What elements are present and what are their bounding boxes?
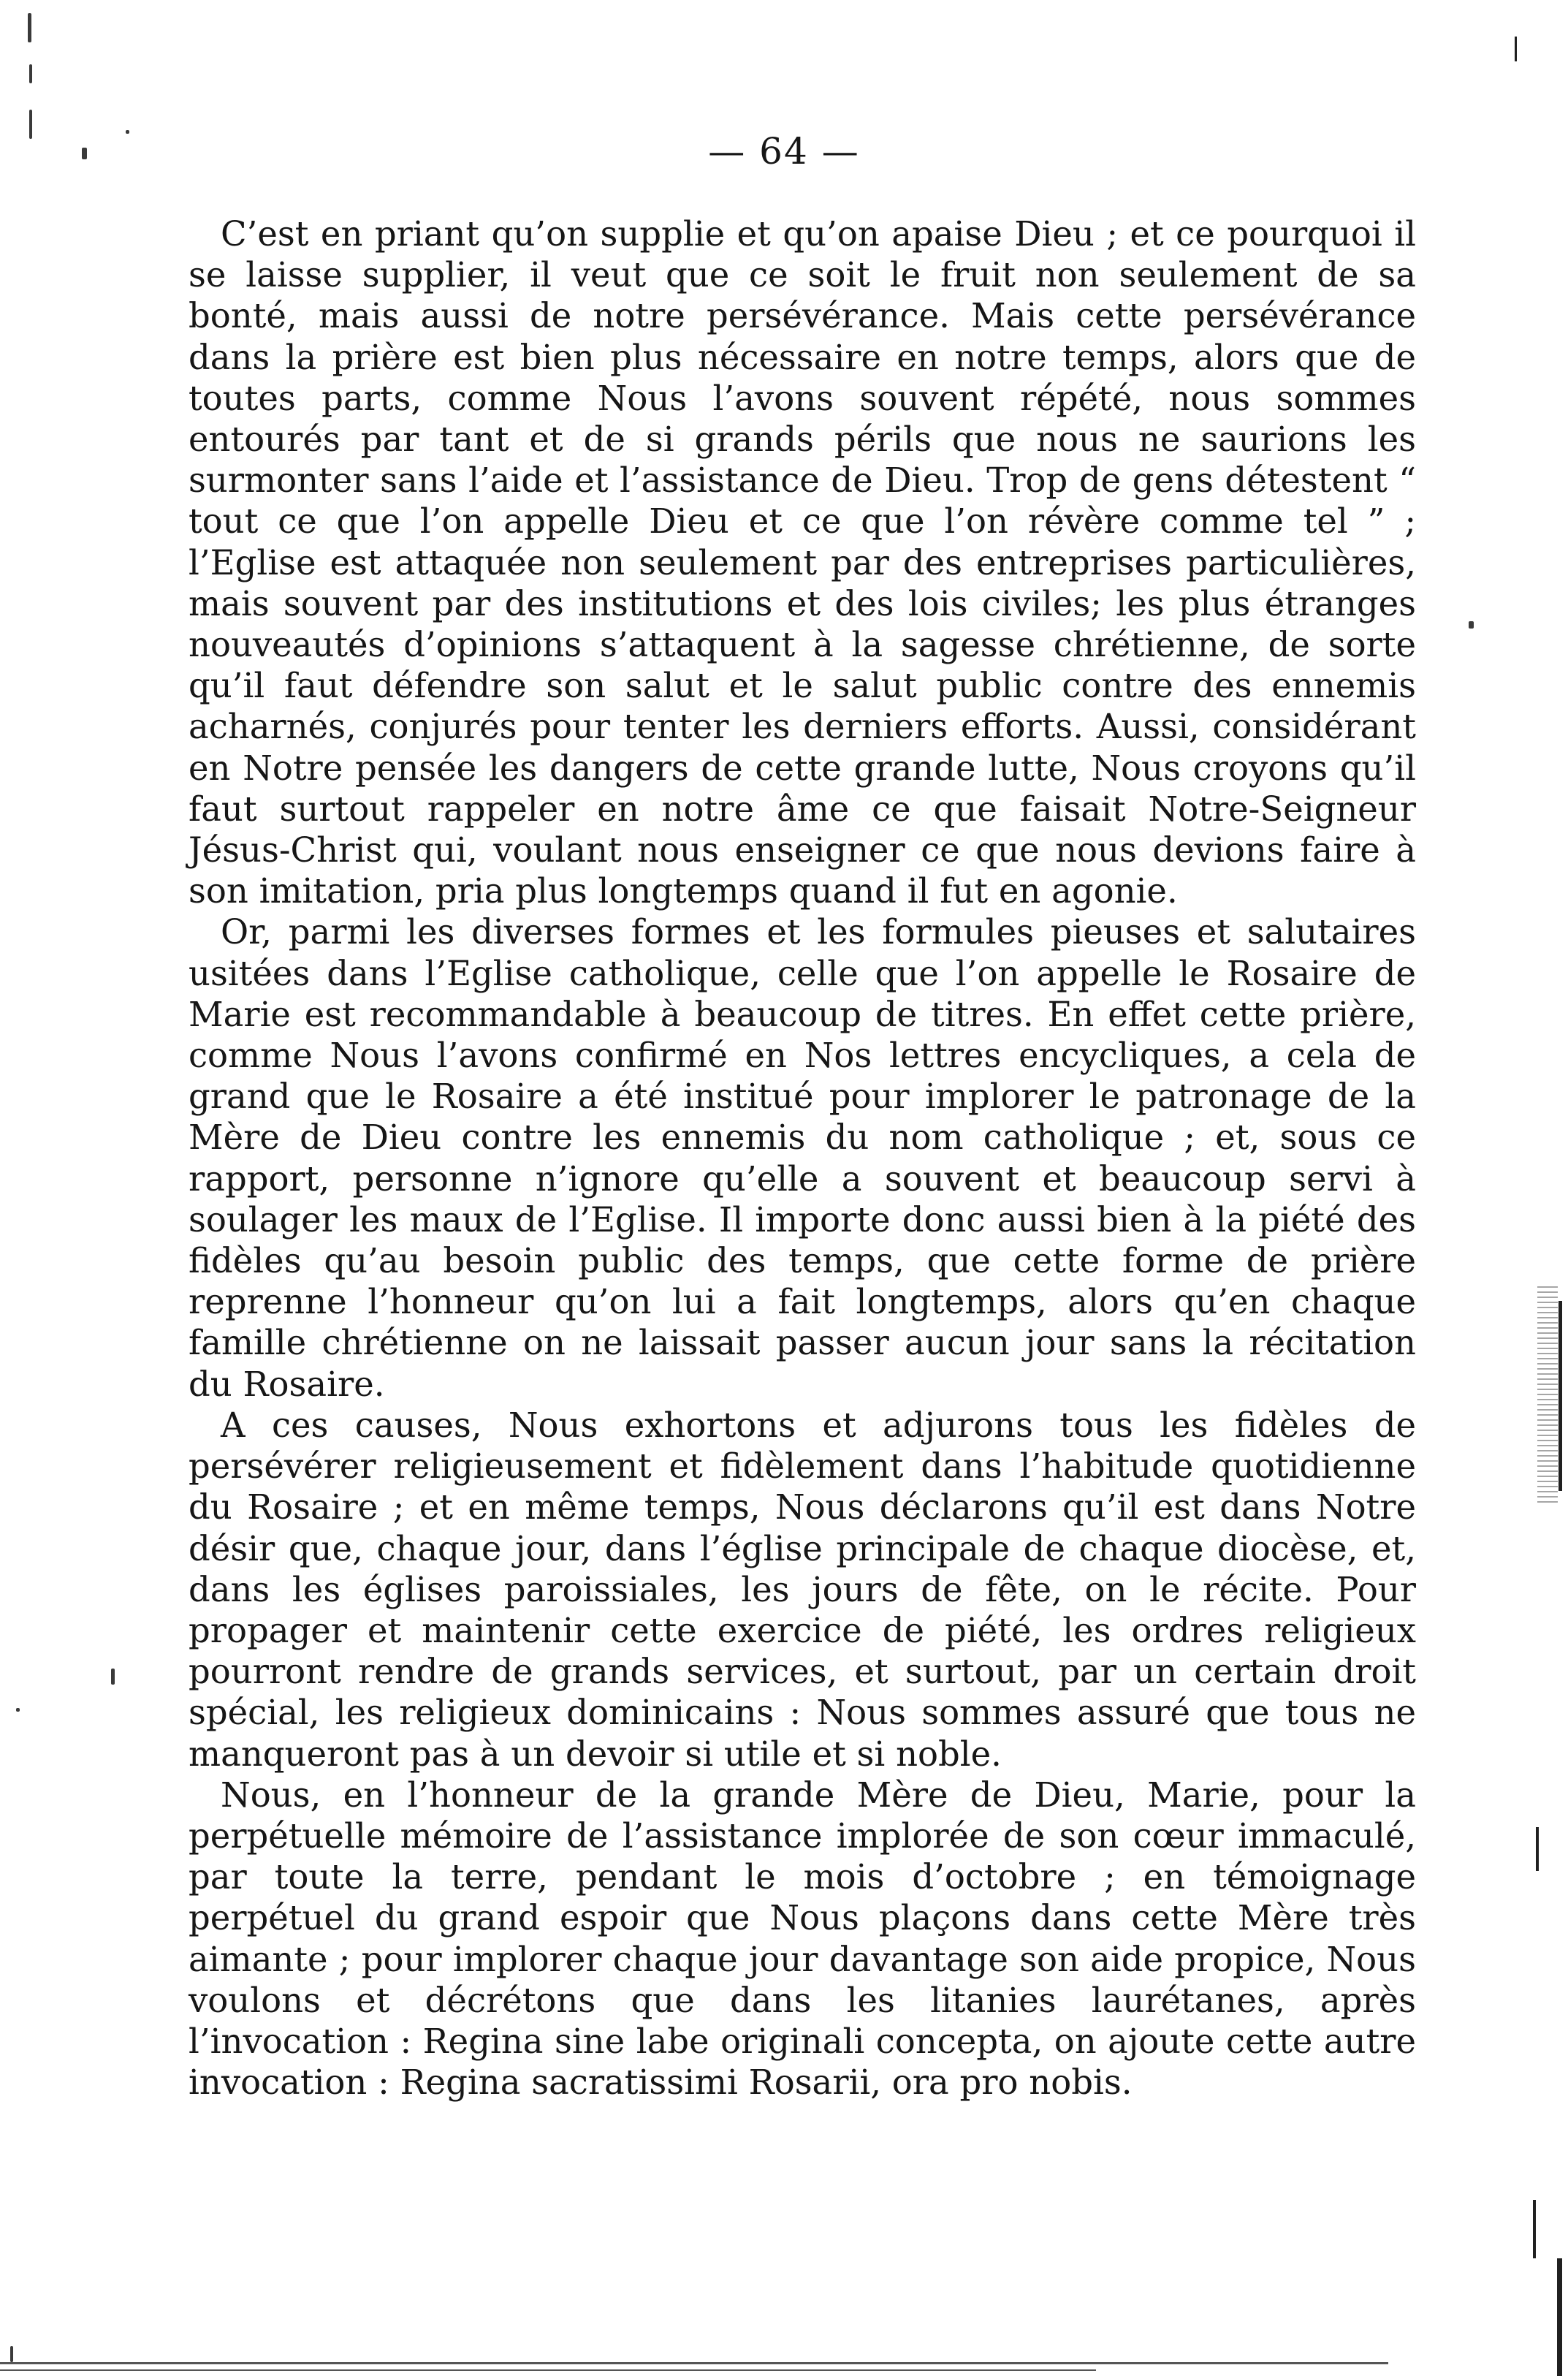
page-edge-mark: [1536, 1827, 1539, 1871]
margin-speck: [10, 2346, 13, 2362]
margin-speck: [82, 148, 87, 159]
paragraph-4: Nous, en l’honneur de la grande Mère de Dieu, Marie, pour la perpétuelle mémoire de l’assistance implorée de son cœur immaculé, par toute la terre, pendant le mois d’octobre ; en témoignage perpétuel du grand espoir que Nous plaçons dans cette Mère très aimante ; pour implorer chaque jour davantage son aide propice, Nous voulons et décrétons que dans les litanies laurétanes, après l’invocation : Regina sine labe originali concepta, on ajoute cette autre invocation : Regina sacratissimi Rosarii, ora pro nobis.: [189, 1775, 1416, 2103]
margin-speck: [1469, 621, 1474, 629]
page-edge-bottom: [0, 2369, 1096, 2371]
paragraph-1: C’est en priant qu’on supplie et qu’on apaise Dieu ; et ce pourquoi il se laisse supplier, il veut que ce soit le fruit non seulement de sa bonté, mais aussi de notre persévérance. Mais cette persévérance dans la prière est bien plus nécessaire en notre temps, alors que de toutes parts, comme Nous l’avons souvent répété, nous sommes entourés par tant et de si grands périls que nous ne saurions les surmonter sans l’aide et l’assistance de Dieu. Trop de gens détestent “ tout ce que l’on appelle Dieu et ce que l’on révère comme tel ” ; l’Eglise est attaquée non seulement par des entreprises particulières, mais souvent par des institutions et des lois civiles; les plus étranges nouveautés d’opinions s’attaquent à la sagesse chrétienne, de sorte qu’il faut défendre son salut et le salut public contre des ennemis acharnés, conjurés pour tenter les derniers efforts. Aussi, considérant en Notre pensée les dangers de cette grande lutte, Nous croyons qu’il faut surtout rappeler en notre âme ce que faisait Notre-Seigneur Jésus-Christ qui, voulant nous enseigner ce que nous devions faire à son imitation, pria plus longtemps quand il fut en agonie.: [189, 214, 1416, 911]
margin-speck: [16, 1708, 20, 1712]
margin-speck: [29, 110, 32, 139]
page-edge-right: [1557, 2258, 1562, 2376]
body-text: [189, 213, 1416, 2103]
page-edge-mark: [1515, 37, 1517, 61]
paragraph-3: A ces causes, Nous exhortons et adjurons tous les fidèles de persévérer religieusement et fidèlement dans l’habitude quotidienne du Rosaire ; et en même temps, Nous déclarons qu’il est dans Notre désir que, chaque jour, dans l’église principale de chaque diocèse, et, dans les églises paroissiales, les jours de fête, on le récite. Pour propager et maintenir cette exercice de piété, les ordres religieux pourront rendre de grands services, et surtout, par un certain droit spécial, les religieux dominicains : Nous sommes assuré que tous ne manqueront pas à un devoir si utile et si noble.: [189, 1405, 1416, 1774]
page-edge-shadow: [1537, 1286, 1558, 1506]
page-number: — 64 —: [708, 130, 860, 172]
margin-speck: [29, 64, 32, 83]
page-edge-mark: [1533, 2200, 1536, 2258]
paragraph-2: Or, parmi les diverses formes et les formules pieuses et salutaires usitées dans l’Eglise catholique, celle que l’on appelle le Rosaire de Marie est recommandable à beaucoup de titres. En effet cette prière, comme Nous l’avons confirmé en Nos lettres encycliques, a cela de grand que le Rosaire a été institué pour implorer le patronage de la Mère de Dieu contre les ennemis du nom catholique ; et, sous ce rapport, personne n’ignore qu’elle a souvent et beaucoup servi à soulager les maux de l’Eglise. Il importe donc aussi bien à la piété des fidèles qu’au besoin public des temps, que cette forme de prière reprenne l’honneur qu’on lui a fait longtemps, alors qu’en chaque famille chrétienne on ne laissait passer aucun jour sans la récitation du Rosaire.: [189, 912, 1416, 1404]
page-edge-bottom: [0, 2362, 1388, 2364]
margin-speck: [126, 130, 129, 134]
margin-speck: [111, 1669, 115, 1685]
margin-speck: [28, 13, 31, 42]
page-edge-right: [1559, 1301, 1562, 1491]
